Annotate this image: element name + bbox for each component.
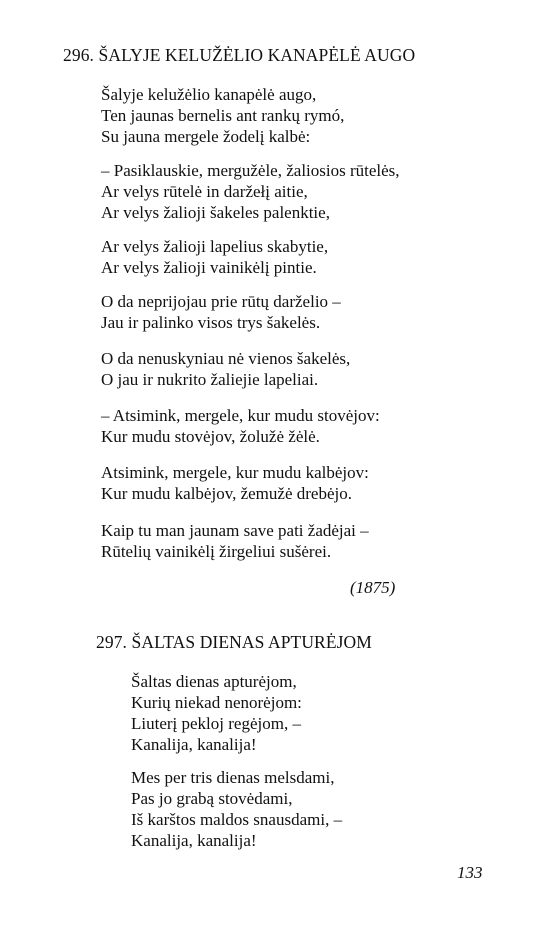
- verse-line: Jau ir palinko visos trys šakelės.: [101, 313, 321, 332]
- verse-line: Kanalija, kanalija!: [131, 831, 257, 850]
- poem-297-stanza-2: [131, 767, 342, 851]
- poem-296-stanza-1: [101, 84, 344, 147]
- verse-line: Kurių niekad nenorėjom:: [131, 693, 302, 712]
- verse-line: Rūtelių vainikėlį žirgeliui sušėrei.: [101, 542, 332, 561]
- verse-line: O jau ir nukrito žaliejie lapeliai.: [101, 370, 319, 389]
- verse-line: Pas jo grabą stovėdami,: [131, 789, 293, 808]
- verse-line: Ar velys žalioji vainikėlį pintie.: [101, 258, 317, 277]
- verse-line: O da neprijojau prie rūtų darželio –: [101, 292, 341, 311]
- verse-line: Kaip tu man jaunam save pati žadėjai –: [101, 521, 369, 540]
- poem-296-stanza-6: [101, 405, 380, 447]
- page-number: 133: [457, 863, 483, 882]
- poem-296-stanza-3: [101, 236, 328, 278]
- verse-line: Atsimink, mergele, kur mudu kalbėjov:: [101, 463, 369, 482]
- verse-line: Liuterį pekloj regėjom, –: [131, 714, 301, 733]
- poem-296-title: 296. ŠALYJE KELUŽĖLIO KANAPĖLĖ AUGO: [63, 45, 416, 65]
- verse-line: Kur mudu kalbėjov, žemužė drebėjo.: [101, 484, 352, 503]
- verse-line: Šalyje kelužėlio kanapėlė augo,: [101, 85, 317, 104]
- poem-296-stanza-7: [101, 462, 369, 504]
- poem-296-stanza-5: [101, 348, 350, 390]
- verse-line: Mes per tris dienas melsdami,: [131, 768, 335, 787]
- poem-297-title: 297. ŠALTAS DIENAS APTURĖJOM: [96, 632, 372, 652]
- poem-296-stanza-4: [101, 291, 341, 333]
- verse-line: Su jauna mergele žodelį kalbė:: [101, 127, 311, 146]
- poem-297-stanza-1: [131, 671, 302, 755]
- poem-296-stanza-8: [101, 520, 369, 562]
- verse-line: Kanalija, kanalija!: [131, 735, 257, 754]
- verse-line: Ar velys žalioji lapelius skabytie,: [101, 237, 329, 256]
- verse-line: O da nenuskyniau nė vienos šakelės,: [101, 349, 351, 368]
- verse-line: Ten jaunas bernelis ant rankų rymó,: [101, 106, 345, 125]
- poem-296-stanza-2: [101, 160, 400, 223]
- poem-296-year: (1875): [350, 578, 396, 597]
- verse-line: – Pasiklauskie, mergužėle, žaliosios rūtelės,: [101, 161, 400, 180]
- verse-line: – Atsimink, mergele, kur mudu stovėjov:: [101, 406, 380, 425]
- verse-line: Ar velys žalioji šakeles palenktie,: [101, 203, 330, 222]
- verse-line: Kur mudu stovėjov, žolužė žėlė.: [101, 427, 320, 446]
- verse-line: Iš karštos maldos snausdami, –: [131, 810, 343, 829]
- verse-line: Ar velys rūtelė in daržełį aitie,: [101, 182, 308, 201]
- verse-line: Šaltas dienas apturėjom,: [131, 672, 297, 691]
